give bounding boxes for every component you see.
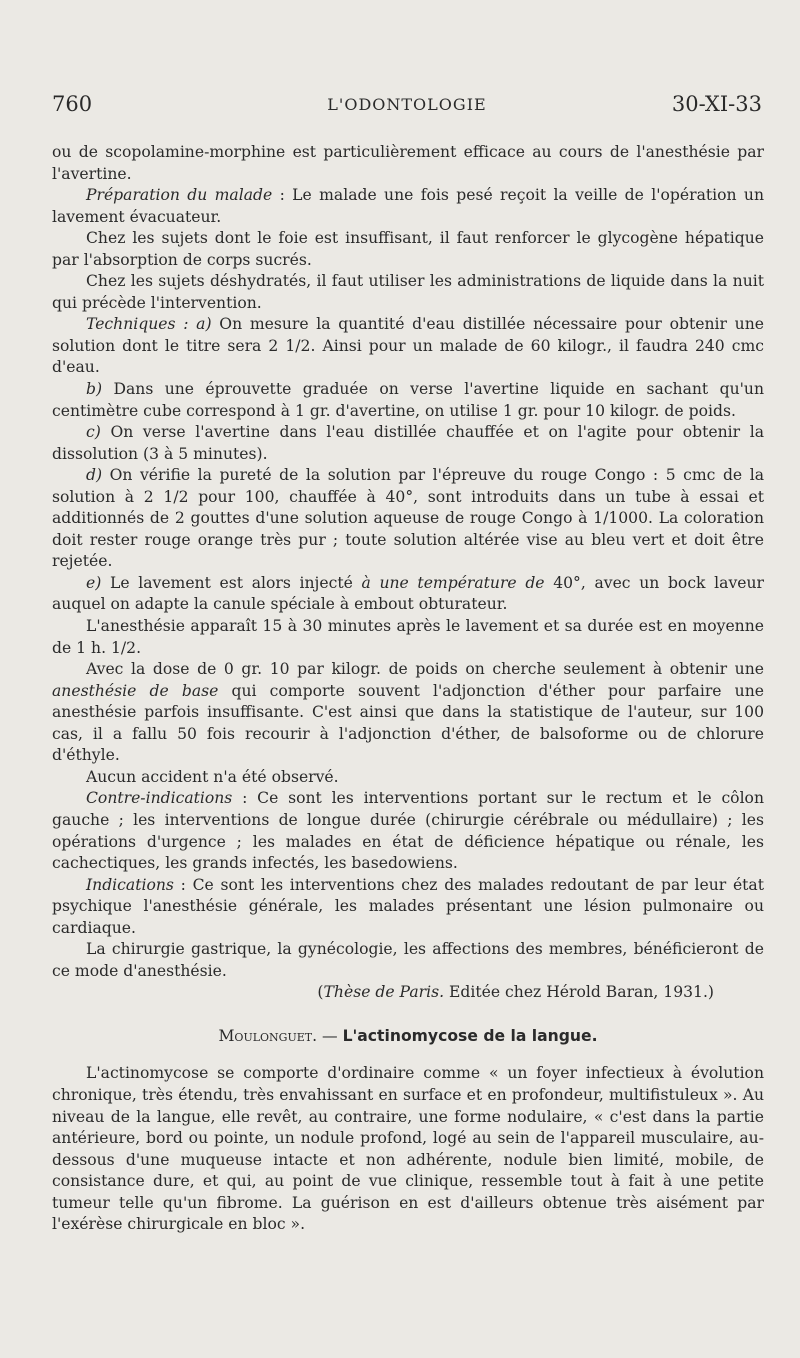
paragraph-text: : Ce sont les interventions portant sur le rectum et le côlon gauche ; les interventions de longue durée (chirurgie cérébrale ou médullaire) ; les opérations d'urgence ; les malades en état de déficience hépatique ou rénale, les cachectiques, les grands infectés, les basedowiens. bbox=[52, 789, 764, 873]
paragraph-text: Dans une éprouvette graduée on verse l'avertine liquide en sachant qu'un centimètre cube correspond à 1 gr. d'avertine, on utilise 1 gr. pour 10 kilogr. de poids. bbox=[52, 380, 764, 420]
paragraph-label: Préparation du malade bbox=[86, 186, 273, 205]
paragraph-label: Contre-indications bbox=[86, 789, 233, 808]
paragraph bbox=[52, 185, 764, 228]
paragraph: Chez les sujets dont le foie est insuffisant, il faut renforcer le glycogène hépatique par l'absorption de corps sucrés. bbox=[52, 229, 764, 269]
paragraph-label: b) bbox=[86, 380, 103, 399]
paragraph: La chirurgie gastrique, la gynécologie, les affections des membres, bénéficieront de ce mode d'anesthésie. bbox=[52, 940, 764, 980]
paragraph-text: qui comporte souvent l'adjonction d'éther pour parfaire une anesthésie parfois insuffisante. C'est ainsi que dans la statistique de l'auteur, sur 100 cas, il a fallu 50 fois recourir à l'adjonction d'éther, de balsoforme ou de chlorure d'éthyle. bbox=[52, 681, 764, 765]
paragraph: L'actinomycose se comporte d'ordinaire comme « un foyer infectieux à évolution chronique, très étendu, très envahissant en surface et en profondeur, multifistuleux ». Au niveau de la langue, elle revêt, au contraire, une forme nodulaire, « c'est dans la partie antérieure, bord ou pointe, un nodule profond, logé au sein de l'appareil musculaire, au-dessous d'une muqueuse intacte et non adhérente, nodule bien limité, mobile, de consistance dure, et qui, au point de vue clinique, ressemble tout à fait à une petite tumeur telle qu'un fibrome. La guérison en est d'ailleurs obtenue très aisément par l'exérèse chirurgicale en bloc ». bbox=[52, 1064, 764, 1234]
paragraph-label: c) bbox=[86, 423, 101, 442]
paragraph: Chez les sujets déshydratés, il faut utiliser les administrations de liquide dans la nuit qui précède l'intervention. bbox=[52, 272, 764, 312]
paragraph-label: Techniques : a) bbox=[86, 315, 212, 334]
journal-title: L'ODONTOLOGIE bbox=[327, 95, 487, 114]
paragraph: L'anesthésie apparaît 15 à 30 minutes après le lavement et sa durée est en moyenne de 1 h. 1/2. bbox=[52, 617, 764, 657]
paragraph bbox=[52, 465, 764, 573]
italic-phrase: anesthésie de base bbox=[52, 681, 219, 700]
paragraph-text: On vérifie la pureté de la solution par l'épreuve du rouge Congo : 5 cmc de la solution à 2 1/2 pour 100, chauffée à 40°, sont introduits dans un tube à essai et additionnés de 2 gouttes d'une solution aqueuse de rouge Congo à 1/1000. La coloration doit rester rouge orange très pur ; toute solution altérée vise au bleu vert et doit être rejetée. bbox=[52, 466, 764, 571]
paragraph-text: Le lavement est alors injecté bbox=[101, 573, 362, 592]
section-title: L'actinomycose de la langue. bbox=[342, 1026, 598, 1045]
paragraph-text: : Le malade une fois pesé reçoit la veille de l'opération un lavement évacuateur. bbox=[52, 186, 764, 226]
paragraph: Aucun accident n'a été observé. bbox=[86, 767, 339, 786]
paragraph-label: Indications bbox=[86, 875, 174, 894]
paragraph-text: On verse l'avertine dans l'eau distillée chauffée et on l'agite pour obtenir la dissolution (3 à 5 minutes). bbox=[52, 423, 764, 463]
issue-date: 30-XI-33 bbox=[671, 92, 762, 116]
paragraph-text: 40°, avec un bock laveur auquel on adapte la canule spéciale à embout obturateur. bbox=[52, 573, 764, 614]
source-publisher: Editée chez Hérold Baran, 1931.) bbox=[444, 983, 714, 1002]
paragraph-text: Avec la dose de 0 gr. 10 par kilogr. de poids on cherche seulement à obtenir une bbox=[86, 660, 764, 679]
running-header bbox=[52, 92, 762, 122]
paragraph bbox=[52, 314, 764, 379]
paragraph: ou de scopolamine-morphine est particulièrement efficace au cours de l'anesthésie par l'avertine. bbox=[52, 143, 764, 183]
section-author: Moulonguet. bbox=[218, 1026, 318, 1045]
source-title: Thèse de Paris. bbox=[323, 983, 445, 1002]
page-number: 760 bbox=[52, 92, 93, 116]
paragraph-text: On mesure la quantité d'eau distillée nécessaire pour obtenir une solution dont le titre sera 2 1/2. Ainsi pour un malade de 60 kilogr., il faudra 240 cmc d'eau. bbox=[52, 315, 764, 377]
section-dash: — bbox=[317, 1026, 343, 1045]
paren: ( bbox=[317, 983, 324, 1002]
paragraph bbox=[52, 875, 764, 940]
article-body bbox=[52, 142, 764, 1236]
paragraph bbox=[52, 573, 764, 616]
paragraph bbox=[52, 379, 764, 422]
paragraph-label: e) bbox=[86, 573, 102, 592]
paragraph bbox=[52, 422, 764, 465]
paragraph-text: : Ce sont les interventions chez des malades redoutant de par leur état psychique l'anesthésie générale, les malades présentant une lésion pulmonaire ou cardiaque. bbox=[52, 875, 764, 937]
paragraph bbox=[52, 659, 764, 767]
paragraph-label: d) bbox=[86, 466, 103, 485]
italic-phrase: à une température de bbox=[361, 573, 545, 592]
paragraph bbox=[52, 788, 764, 874]
source-citation bbox=[52, 982, 714, 1004]
section-heading bbox=[52, 1026, 764, 1048]
